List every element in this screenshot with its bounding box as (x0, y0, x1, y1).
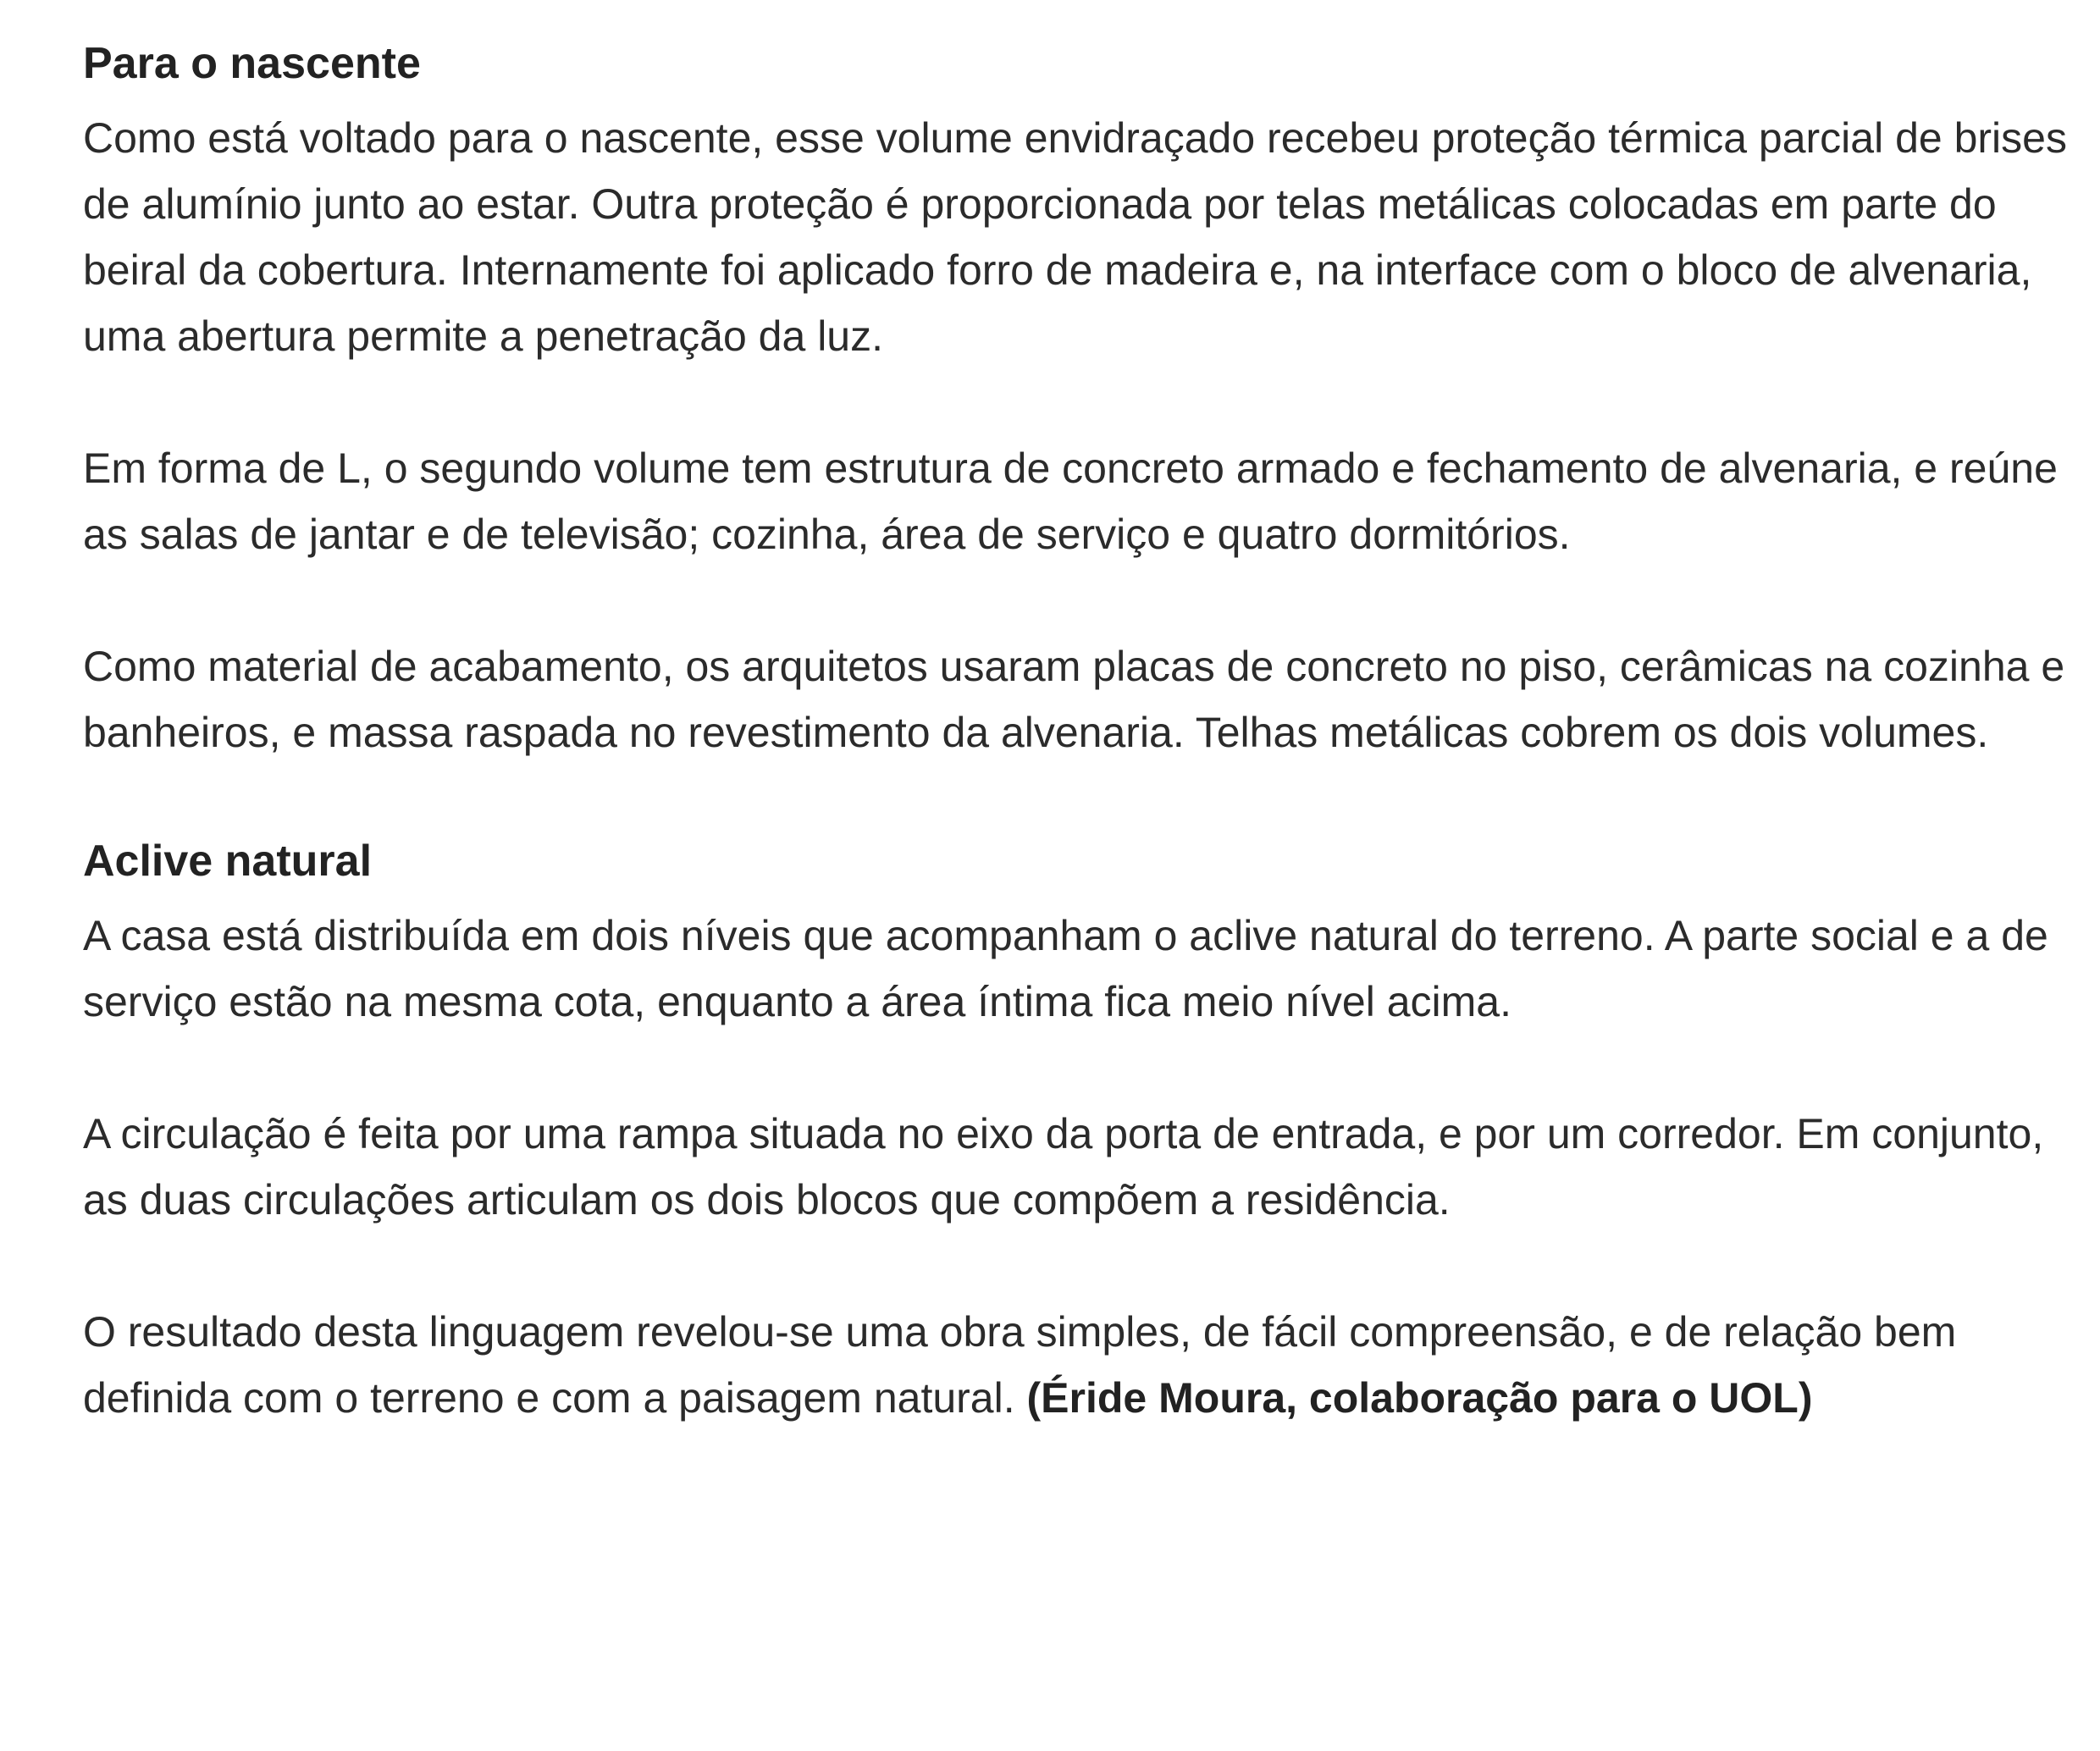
paragraph-dois-niveis: A casa está distribuída em dois níveis que acompanham o aclive natural do terreno. A parte social e a de serviço estão na mesma cota, enquanto a área íntima fica meio nível acima. (83, 912, 2048, 1025)
paragraph-resultado-text: O resultado desta linguagem revelou-se uma obra simples, de fácil compreensão, e de relação bem definida com o terreno e com a paisagem natural. (83, 1308, 1957, 1422)
paragraph-volume-envidracado: Como está voltado para o nascente, esse volume envidraçado recebeu proteção térmica parcial de brises de alumínio junto ao estar. Outra proteção é proporcionada por telas metálicas colocadas em parte do beiral da cobertura. Internamente foi aplicado forro de madeira e, na interface com o bloco de alvenaria, uma abertura permite a penetração da luz. (83, 114, 2067, 360)
section-heading-para-o-nascente: Para o nascente (83, 39, 421, 88)
paragraph-material-acabamento: Como material de acabamento, os arquitetos usaram placas de concreto no piso, cerâmicas na cozinha e banheiros, e massa raspada no revestimento da alvenaria. Telhas metálicas cobrem os dois volumes. (83, 643, 2065, 756)
section-heading-aclive-natural: Aclive natural (83, 837, 373, 886)
paragraph-segundo-volume: Em forma de L, o segundo volume tem estrutura de concreto armado e fechamento de alvenaria, e reúne as salas de jantar e de televisão; cozinha, área de serviço e quatro dormitórios. (83, 445, 2058, 558)
paragraph-circulacao: A circulação é feita por uma rampa situada no eixo da porta de entrada, e por um corredor. Em conjunto, as duas circulações articulam os dois blocos que compõem a residência. (83, 1110, 2044, 1223)
author-credit: (Éride Moura, colaboração para o UOL) (1026, 1374, 1813, 1422)
paragraph-resultado (83, 1299, 2073, 1431)
article-body (83, 34, 2073, 1431)
